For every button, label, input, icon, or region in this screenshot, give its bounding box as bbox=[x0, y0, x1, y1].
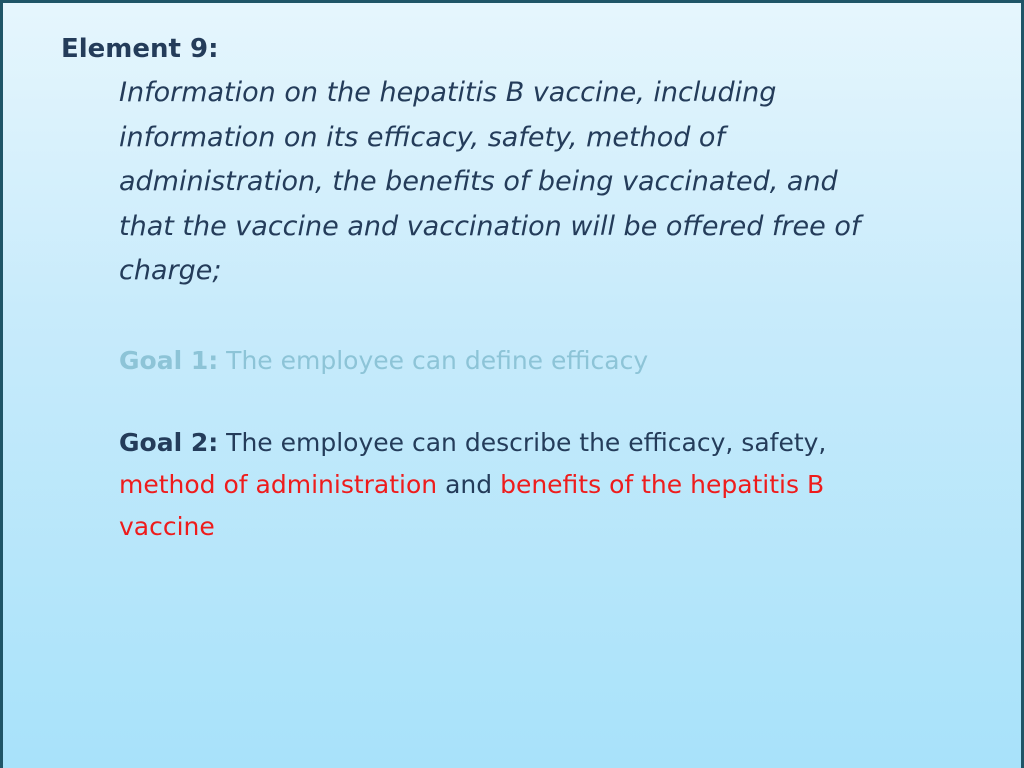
goal-2-connector: and bbox=[437, 470, 501, 499]
goal-2-line-2 bbox=[119, 464, 826, 506]
slide bbox=[3, 3, 1021, 768]
goal-1-label: Goal 1: bbox=[119, 346, 219, 375]
goal-2-highlight-benefits: benefits of the hepatitis B bbox=[500, 470, 825, 499]
element-description bbox=[119, 71, 989, 294]
description-line-3: administration, the benefits of being vaccinated, and bbox=[119, 166, 838, 197]
goal-2-line-1 bbox=[119, 422, 826, 464]
goal-2-highlight-vaccine: vaccine bbox=[119, 512, 215, 541]
slide-title: Element 9: bbox=[61, 34, 219, 64]
description-line-1: Information on the hepatitis B vaccine, including bbox=[119, 77, 777, 108]
goal-1 bbox=[119, 340, 648, 382]
goal-1-text: The employee can define efficacy bbox=[218, 346, 649, 375]
description-line-2: information on its efficacy, safety, method of bbox=[119, 121, 725, 153]
description-line-4: that the vaccine and vaccination will be offered free of bbox=[119, 210, 861, 242]
goal-2-label: Goal 2: bbox=[119, 428, 219, 457]
goal-2 bbox=[119, 422, 826, 548]
description-line-5: charge; bbox=[119, 255, 222, 286]
goal-2-text: The employee can describe the efficacy, safety, bbox=[218, 428, 827, 457]
goal-2-highlight-method: method of administration bbox=[119, 470, 438, 499]
